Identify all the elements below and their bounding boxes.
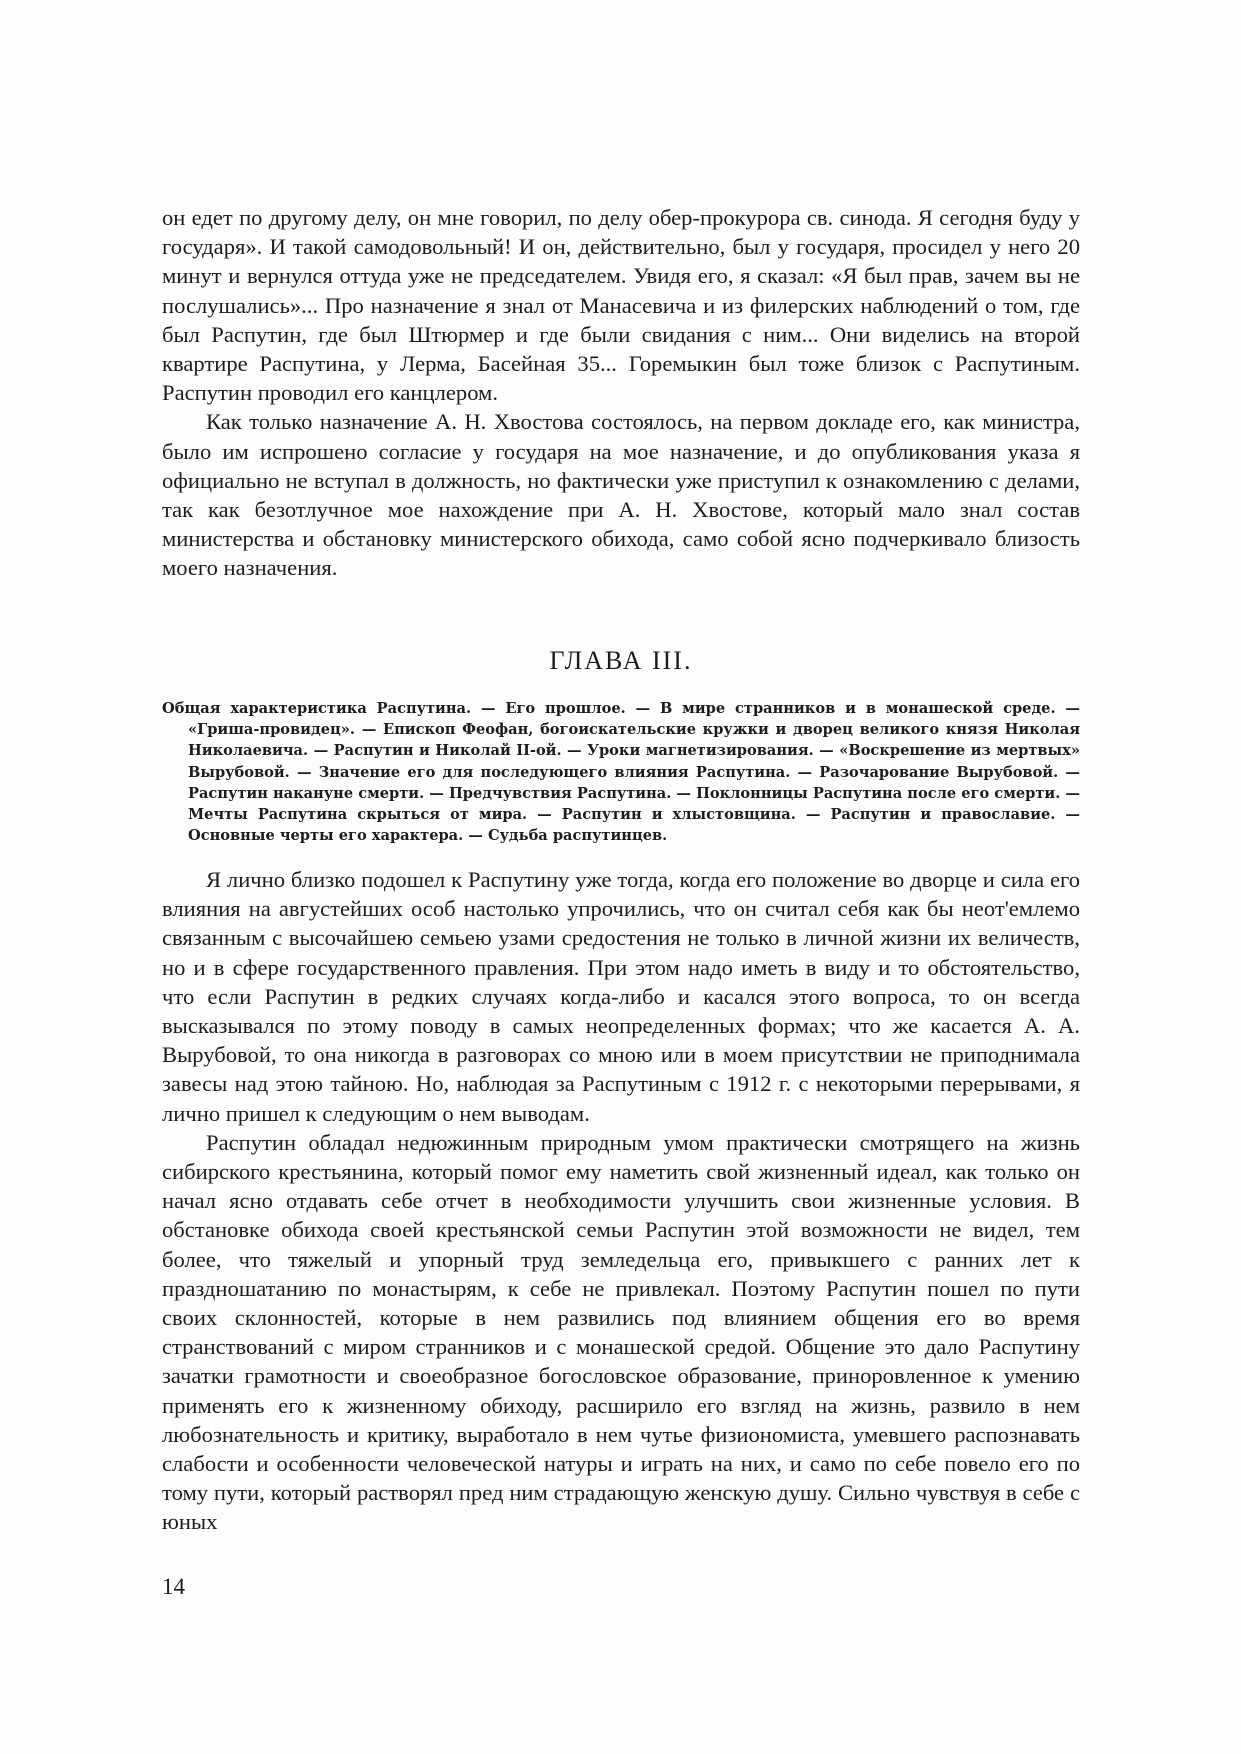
paragraph-appointment: Как только назначение А. Н. Хвостова состоялось, на первом докладе его, как министра, было им испрошено согласие у государя на мое назначение, и до опубликования указа я официально не вступал в должность, но фактически уже приступил к ознакомлению с делами, так как безотлучное мое нахождение при А. Н. Хвостове, который мало знал состав министерства и обстановку министерского обихода, само собой ясно подчеркивало близость моего назначения.	[162, 409, 1080, 581]
paragraph-personal-observation: Я лично близко подошел к Распутину уже тогда, когда его положение во дворце и сила его влияния на августейших особ настолько упрочились, что он считал себя как бы неот'емлемо связанным с высочайшею семьею узами средостения не только в личной жизни их величеств, но и в сфере государственного правления. При этом надо иметь в виду и то обстоятельство, что если Распутин в редких случаях когда-либо и касался этого вопроса, то он всегда высказывался по этому поводу в самых неопределенных формах; что же касается А. А. Вырубовой, то она никогда в разговорах со мною или в моем присутствии не приподнимала завесы над этою тайною. Но, наблюдая за Распутиным с 1912 г. с некоторыми перерывами, я лично пришел к следующим о нем выводам.	[162, 867, 1080, 1126]
continued-text-block	[162, 203, 1080, 583]
paragraph-rasputin-character: Распутин обладал недюжинным природным умом практически смотрящего на жизнь сибирского крестьянина, который помог ему наметить свой жизненный идеал, как только он начал ясно отдавать себе отчет в необходимости улучшить свои жизненные условия. В обстановке обихода своей крестьянской семьи Распутин этой возможности не видел, тем более, что тяжелый и упорный труд земледельца его, привыкшего с ранних лет к праздношатанию по монастырям, к себе не привлекал. Поэтому Распутин пошел по пути своих склонностей, которые в нем развились под влиянием общения его во время странствований с миром странников и с монашеской средой. Общение это дало Распутину зачатки грамотности и своеобразное богословское образование, приноровленное к умению применять его к жизненному обиходу, расширило его взгляд на жизнь, развило в нем любознательность и критику, выработало в нем чутье физиономиста, умевшего распознавать слабости и особенности человеческой натуры и играть на них, и само по себе повело его по тому пути, который растворял пред ним страдающую женскую душу. Сильно чувствуя в себе с юных	[162, 1129, 1080, 1535]
chapter-summary: Общая характеристика Распутина. — Его прошлое. — В мире странников и в монашеской среде. — «Гриша-провидец». — Епископ Феофан, богоискательские кружки и дворец великого князя Николая Николаевича. — Распутин и Николай II-ой. — Уроки магнетизирования. — «Воскрешение из мертвых» Вырубовой. — Значение его для последующего влияния Распутина. — Разочарование Вырубовой. — Распутин накануне смерти. — Предчувствия Распутина. — Поклонницы Распутина после его смерти. — Мечты Распутина скрыться от мира. — Распутин и хлыстовщина. — Распутин и православие. — Основные черты его характера. — Судьба распутинцев.	[162, 700, 1080, 845]
page-number: 14	[162, 1574, 185, 1599]
chapter-title: ГЛАВА III.	[549, 646, 693, 675]
chapter-text-block	[162, 865, 1080, 1537]
paragraph-continuation: он едет по другому делу, он мне говорил, по делу обер-прокурора св. синода. Я сегодня буду у государя». И такой самодовольный! И он, действительно, был у государя, просидел у него 20 минут и вернулся оттуда уже не председателем. Увидя его, я сказал: «Я был прав, зачем вы не послушались»... Про назначение я знал от Манасевича и из филерских наблюдений о том, где был Распутин, где был Штюрмер и где были свидания с ним... Они виделись на второй квартире Распутина, у Лерма, Басейная 35... Горемыкин был тоже близок с Распутиным. Распутин проводил его канцлером.	[162, 205, 1080, 406]
